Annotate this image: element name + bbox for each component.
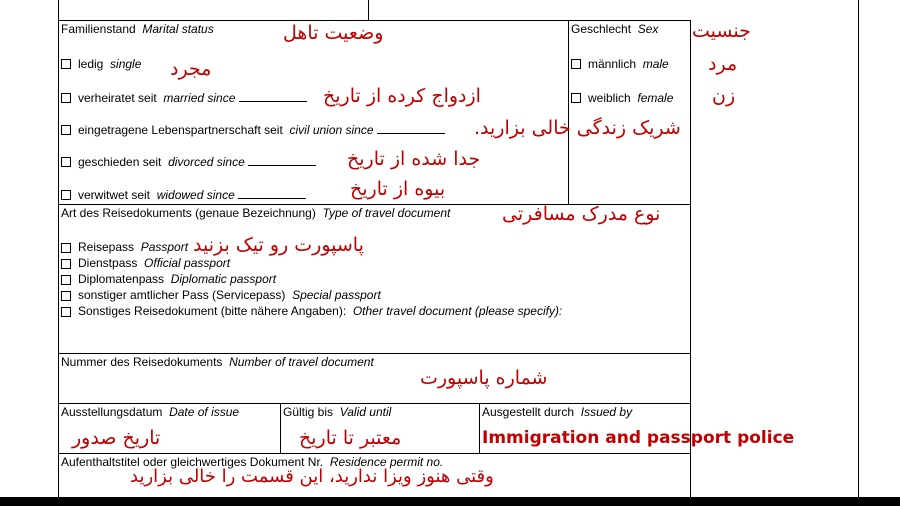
diplomatic-passport-label: Diplomatenpass Diplomatic passport: [78, 272, 277, 286]
travel-doc-note: نوع مدرک مسافرتی: [502, 203, 661, 225]
valid-until-note: معتبر تا تاریخ: [299, 427, 402, 449]
other-travel-doc-label: Sonstiges Reisedokument (bitte nähere Angaben): Other travel document (please specify):: [78, 304, 563, 318]
issue-date-label: Ausstellungsdatum Date of issue: [61, 405, 240, 419]
form-right-border: [690, 20, 691, 497]
civil-union-checkbox[interactable]: [61, 125, 71, 135]
special-passport-label: sonstiger amtlicher Pass (Servicepass) Special passport: [78, 288, 381, 302]
divorced-note: جدا شده از تاریخ: [347, 148, 481, 170]
sex-note: جنسیت: [692, 20, 751, 42]
widowed-note: بیوه از تاریخ: [350, 178, 446, 200]
doc-number-note: شماره پاسپورت: [420, 367, 548, 389]
passport-note: پاسپورت رو تیک بزنید: [193, 234, 364, 256]
row-doc-number-line: [58, 353, 690, 354]
married-note: ازدواج کرده از تاریخ: [323, 85, 481, 107]
widowed-checkbox[interactable]: [61, 190, 71, 200]
widowed-label: verwitwet seit widowed since: [78, 188, 306, 202]
official-passport-label: Dienstpass Official passport: [78, 256, 231, 270]
single-note: مجرد: [170, 58, 212, 80]
valid-until-label: Gültig bis Valid until: [283, 405, 392, 419]
sex-header: Geschlecht Sex: [571, 22, 659, 36]
passport-checkbox[interactable]: [61, 243, 71, 253]
issue-date-note: تاریخ صدور: [72, 427, 161, 449]
diplomatic-passport-checkbox[interactable]: [61, 275, 71, 285]
sex-column-divider: [568, 20, 569, 204]
single-label: ledig single: [78, 57, 142, 71]
married-checkbox[interactable]: [61, 93, 71, 103]
marital-status-note: وضعیت تاهل: [283, 22, 384, 44]
row-residence-line: [58, 453, 690, 454]
divorced-checkbox[interactable]: [61, 157, 71, 167]
row-dates-line: [58, 403, 690, 404]
single-checkbox[interactable]: [61, 59, 71, 69]
date-column-divider-2: [479, 403, 480, 453]
divorced-label: geschieden seit divorced since: [78, 155, 316, 169]
married-label: verheiratet seit married since: [78, 91, 307, 105]
official-passport-checkbox[interactable]: [61, 259, 71, 269]
form-left-border: [58, 0, 59, 497]
female-note: زن: [712, 85, 736, 107]
top-stub-line: [368, 0, 369, 20]
row-top-line: [58, 20, 690, 21]
female-label: weiblich female: [588, 91, 674, 105]
civil-union-label: eingetragene Lebenspartnerschaft seit civil union since: [78, 123, 445, 137]
male-checkbox[interactable]: [571, 59, 581, 69]
female-checkbox[interactable]: [571, 93, 581, 103]
male-note: مرد: [708, 53, 738, 75]
date-column-divider-1: [280, 403, 281, 453]
special-passport-checkbox[interactable]: [61, 291, 71, 301]
travel-doc-header: Art des Reisedokuments (genaue Bezeichnung) Type of travel document: [61, 206, 451, 220]
issued-by-note: Immigration and passport police: [482, 428, 795, 448]
other-travel-doc-checkbox[interactable]: [61, 307, 71, 317]
doc-number-label: Nummer des Reisedokuments Number of travel document: [61, 355, 374, 369]
male-label: männlich male: [588, 57, 669, 71]
marital-status-header: Familienstand Marital status: [61, 22, 214, 36]
issued-by-label: Ausgestellt durch Issued by: [482, 405, 633, 419]
civil-union-note: شریک زندگی خالی بزارید.: [474, 117, 681, 139]
residence-permit-label: Aufenthaltstitel oder gleichwertiges Dokument Nr. Residence permit no.: [61, 455, 444, 469]
residence-permit-note: وقتی هنوز ویزا ندارید، این قسمت را خالی بزارید: [130, 466, 494, 487]
passport-label: Reisepass Passport: [78, 240, 189, 254]
outer-right-border: [858, 0, 859, 497]
